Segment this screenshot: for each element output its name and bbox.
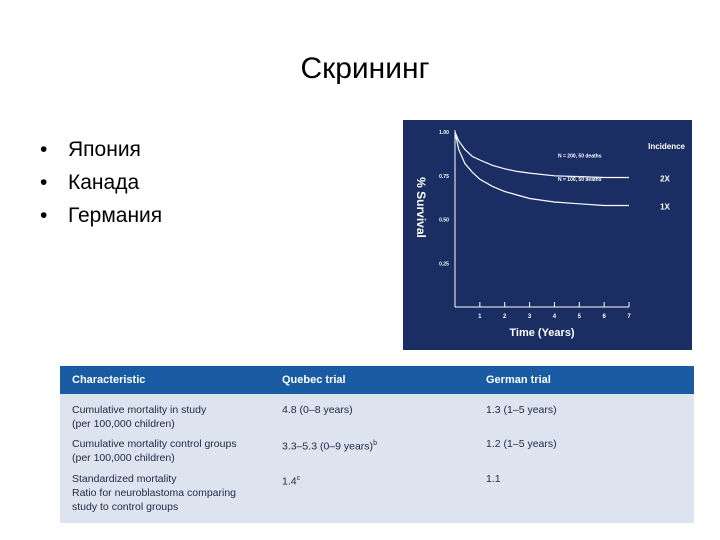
table-cell-characteristic <box>72 472 236 514</box>
y-tick-label: 1.00 <box>439 130 449 136</box>
x-tick-label: 5 <box>577 314 581 320</box>
bullet-text: Германия <box>68 204 163 227</box>
cell-line: Ratio for neuroblastoma comparing <box>72 487 237 499</box>
bullet-item <box>40 133 162 166</box>
table-cell-quebec <box>282 472 300 489</box>
bullet-dot: • <box>40 138 48 161</box>
cell-line: study to control groups <box>72 501 179 513</box>
table-cell-german: 1.1 <box>486 473 501 485</box>
y-tick-label: 0.75 <box>439 173 449 180</box>
legend-title: Incidence <box>648 142 685 151</box>
x-tick-label: 1 <box>478 314 482 320</box>
column-header-quebec: Quebec trial <box>282 374 346 386</box>
survival-chart <box>403 120 692 350</box>
table-cell-quebec: 4.8 (0–8 years) <box>282 404 353 416</box>
trial-comparison-table <box>60 366 694 523</box>
table-cell-characteristic <box>72 403 206 431</box>
column-header-german: German trial <box>486 374 551 386</box>
x-tick-label: 6 <box>602 314 606 320</box>
cell-line: Cumulative mortality in study <box>72 404 207 416</box>
bullet-text: Япония <box>68 138 141 161</box>
series-label: 1X <box>660 202 670 212</box>
column-header-characteristic: Characteristic <box>72 374 146 386</box>
table-cell-characteristic <box>72 437 237 465</box>
cell-value: 3.3–5.3 (0–9 years) <box>282 440 374 453</box>
footnote-marker: b <box>373 440 377 447</box>
table-cell-german: 1.2 (1–5 years) <box>486 438 557 450</box>
series-line <box>455 132 629 206</box>
bullet-item <box>40 199 162 232</box>
bullet-list <box>40 133 162 232</box>
cell-line: (per 100,000 children) <box>72 418 175 430</box>
cell-line: Standardized mortality <box>72 473 177 485</box>
bullet-dot: • <box>40 204 48 227</box>
series-annotation: N = 100, 50 deaths <box>558 177 602 183</box>
cell-line: (per 100,000 children) <box>72 452 175 464</box>
series-line <box>455 132 629 178</box>
x-tick-label: 2 <box>503 314 507 320</box>
x-axis-label: Time (Years) <box>509 327 575 339</box>
series-label: 2X <box>660 174 670 184</box>
bullet-text: Канада <box>68 171 140 194</box>
x-tick-label: 4 <box>552 314 557 320</box>
bullet-item <box>40 166 162 199</box>
x-tick-label: 3 <box>527 314 532 320</box>
footnote-marker: c <box>296 475 301 482</box>
table-cell-quebec <box>282 437 377 454</box>
table-cell-german: 1.3 (1–5 years) <box>486 404 557 416</box>
cell-value: 1.4 <box>282 475 297 488</box>
cell-line: Cumulative mortality control groups <box>72 438 237 450</box>
table-header-row <box>60 366 694 394</box>
series-annotation: N = 200, 50 deaths <box>558 153 602 160</box>
bullet-dot: • <box>40 171 48 194</box>
x-tick-label: 7 <box>627 314 631 320</box>
y-axis-label: % Survival <box>414 177 428 238</box>
y-tick-label: 0.50 <box>439 217 449 224</box>
y-tick-label: 0.25 <box>439 261 449 268</box>
survival-chart-svg <box>403 120 692 350</box>
slide-title: Скрининг <box>300 52 430 85</box>
